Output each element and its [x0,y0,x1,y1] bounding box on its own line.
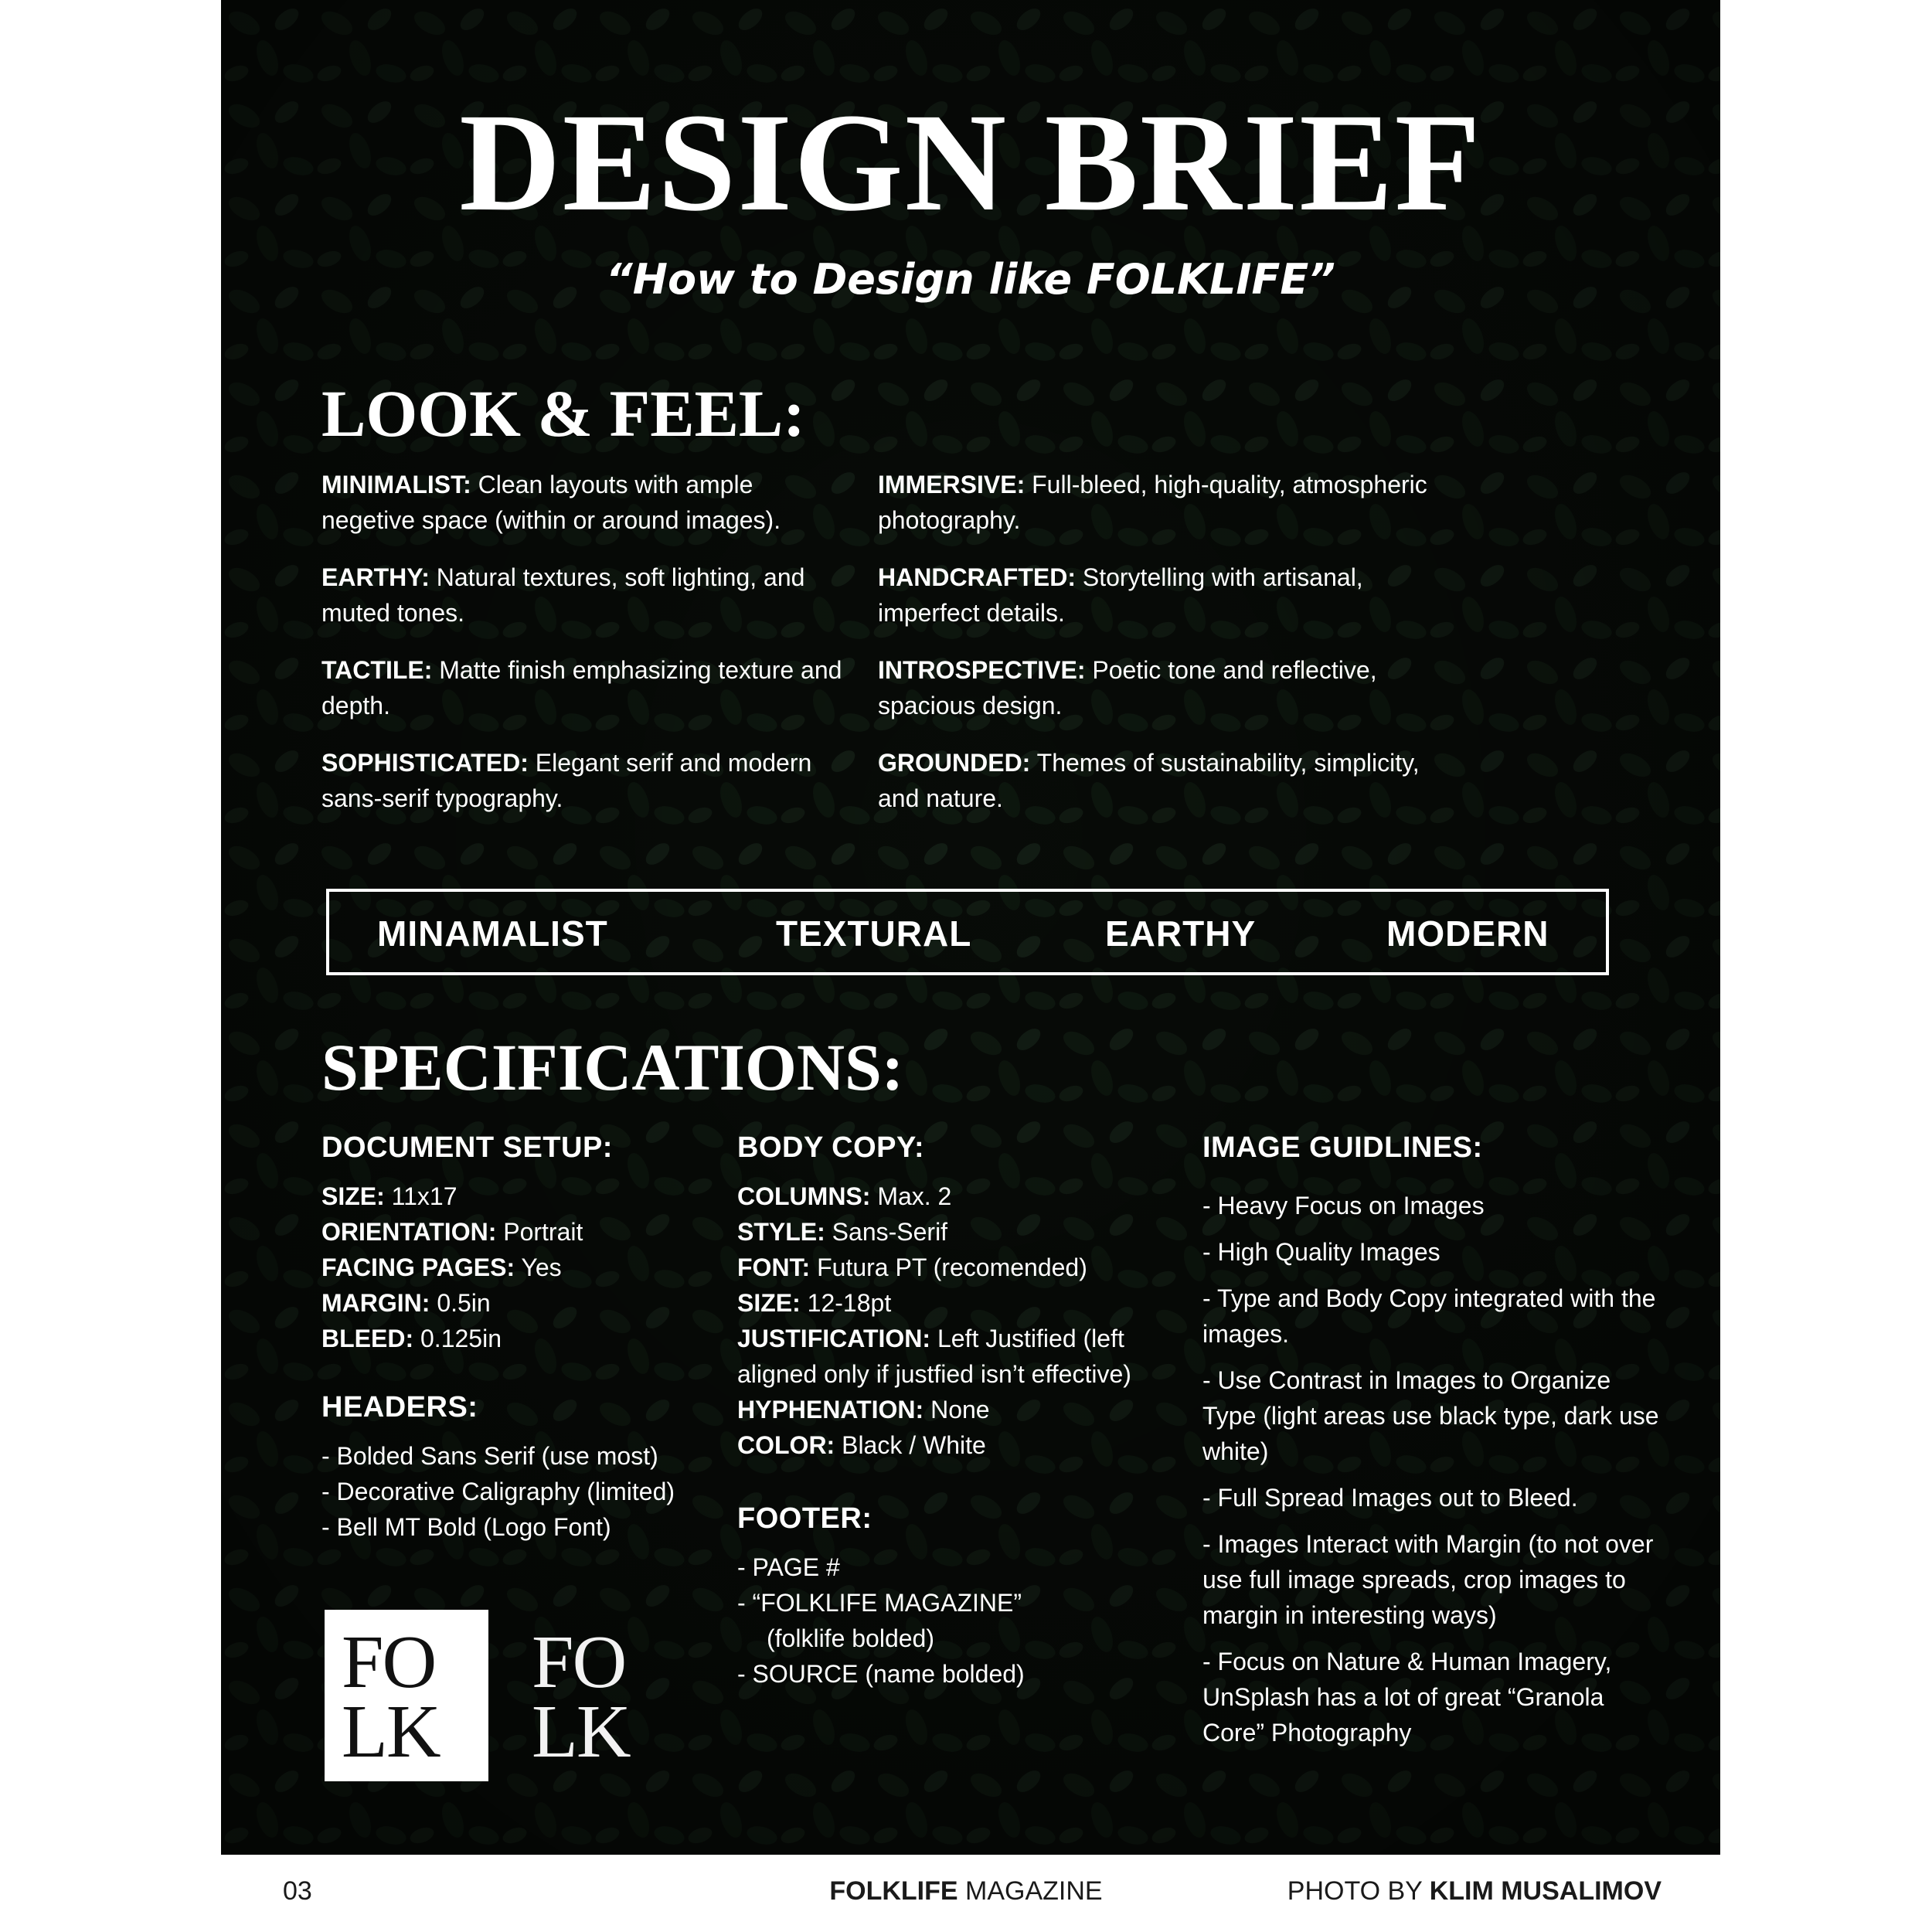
page-title: DESIGN BRIEF [459,85,1482,240]
look-feel-item: HANDCRAFTED: Storytelling with artisanal, imperfect details. [878,563,1363,627]
spec-line: BLEED: 0.125in [321,1325,502,1352]
spec-line: FACING PAGES: Yes [321,1253,562,1281]
footer-spec-section [737,1502,1139,1692]
look-feel-item: GROUNDED: Themes of sustainability, simplicity, and nature. [878,749,1420,812]
guideline-item: - High Quality Images [1202,1238,1440,1266]
image-guidelines-heading: IMAGE GUIDLINES: [1202,1131,1483,1164]
photo-credit: PHOTO BY KLIM MUSALIMOV [1287,1876,1662,1906]
spec-line: MARGIN: 0.5in [321,1289,491,1317]
spec-line: HYPHENATION: None [737,1396,990,1423]
look-feel-item: TACTILE: Matte finish emphasizing texture and depth. [321,656,842,719]
spec-line: STYLE: Sans-Serif [737,1218,948,1246]
guideline-item: - Type and Body Copy integrated with the images. [1202,1284,1656,1348]
look-feel-item: EARTHY: Natural textures, soft lighting, and muted tones. [321,563,805,627]
keyword: MODERN [1386,913,1549,954]
page-number: 03 [283,1876,312,1906]
specifications-heading: SPECIFICATIONS: [321,1030,904,1104]
guideline-item: - Use Contrast in Images to Organize Type (light areas use black type, dark use white) [1202,1366,1659,1465]
look-feel-heading: LOOK & FEEL: [321,376,805,451]
spec-line: - Bolded Sans Serif (use most) [321,1442,658,1470]
spec-line: (folklife bolded) [767,1624,934,1652]
spec-line: ORIENTATION: Portrait [321,1218,583,1246]
guideline-item: - Focus on Nature & Human Imagery, UnSplash has a lot of great “Granola Core” Photography [1202,1648,1612,1747]
spec-line: COLOR: Black / White [737,1431,986,1459]
headers-section [321,1391,739,1545]
spec-line: - Decorative Caligraphy (limited) [321,1478,675,1505]
look-feel-item: SOPHISTICATED: Elegant serif and modern sans-serif typography. [321,749,812,812]
spec-line: - Bell MT Bold (Logo Font) [321,1513,611,1541]
logo-line: LK [532,1690,630,1774]
spec-line: COLUMNS: Max. 2 [737,1182,952,1210]
body-copy-heading: BODY COPY: [737,1131,925,1164]
folk-logo-dark [515,1610,679,1781]
guideline-item: - Heavy Focus on Images [1202,1192,1485,1219]
spec-line: SIZE: 11x17 [321,1182,457,1210]
folk-logo-light [325,1610,488,1781]
page-subtitle: “How to Design like FOLKLIFE” [606,255,1335,304]
spec-line: JUSTIFICATION: Left Justified (left aligned only if justfied isn’t effective) [737,1325,1131,1388]
spec-line: - SOURCE (name bolded) [737,1660,1025,1688]
document-setup-section [321,1131,723,1356]
document-setup-heading: DOCUMENT SETUP: [321,1131,613,1164]
keywords-box [326,889,1609,975]
look-feel-item: IMMERSIVE: Full-bleed, high-quality, atmospheric photography. [878,471,1427,534]
logo-line: FO [532,1621,626,1704]
logo-line: FO [342,1621,436,1704]
footer-spec-heading: FOOTER: [737,1502,872,1535]
keyword: EARTHY [1105,913,1257,954]
spec-line: SIZE: 12-18pt [737,1289,892,1317]
spec-line: - “FOLKLIFE MAGAZINE” [737,1589,1022,1617]
headers-heading: HEADERS: [321,1391,478,1423]
look-feel-item: INTROSPECTIVE: Poetic tone and reflective, spacious design. [878,656,1377,719]
logo-line: LK [342,1690,440,1774]
look-feel-right-column [878,467,1434,838]
image-guidelines-section [1202,1131,1666,1761]
guideline-item: - Images Interact with Margin (to not over use full image spreads, crop images to margin in interesting ways) [1202,1530,1654,1629]
body-copy-section [737,1131,1170,1463]
look-feel-item: MINIMALIST: Clean layouts with ample negetive space (within or around images). [321,471,781,534]
look-feel-left-column [321,467,847,838]
spec-line: FONT: Futura PT (recomended) [737,1253,1087,1281]
keyword: MINAMALIST [377,913,608,954]
spec-line: - PAGE # [737,1553,840,1581]
magazine-name: FOLKLIFE MAGAZINE [829,1876,1103,1906]
keyword: TEXTURAL [776,913,972,954]
background-photo-panel [221,0,1720,1855]
guideline-item: - Full Spread Images out to Bleed. [1202,1484,1578,1512]
